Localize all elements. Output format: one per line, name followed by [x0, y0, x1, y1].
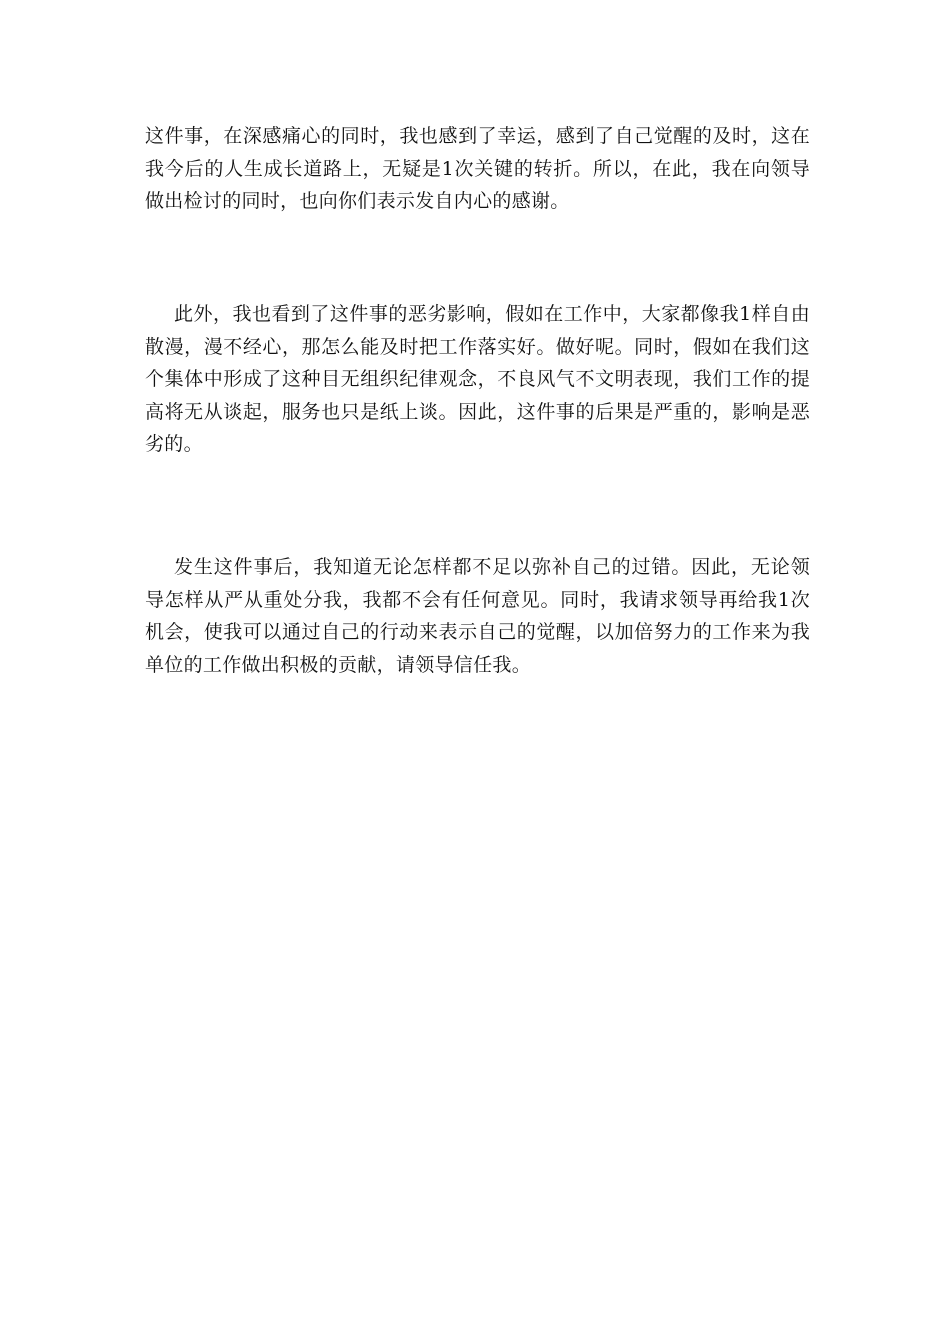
paragraph-2: 此外，我也看到了这件事的恶劣影响，假如在工作中，大家都像我1样自由散漫，漫不经心，那怎么能及时把工作落实好。做好呢。同时，假如在我们这个集体中形成了这种目无组织纪律观念，不良风气不文明表现，我们工作的提高将无从谈起，服务也只是纸上谈。因此，这件事的后果是严重的，影响是恶劣的。: [145, 303, 810, 455]
paragraph-3: 发生这件事后，我知道无论怎样都不足以弥补自己的过错。因此，无论领导怎样从严从重处分我，我都不会有任何意见。同时，我请求领导再给我1次机会，使我可以通过自己的行动来表示自己的觉醒，以加倍努力的工作来为我单位的工作做出积极的贡献，请领导信任我。: [145, 556, 810, 676]
paragraph-1: 这件事，在深感痛心的同时，我也感到了幸运，感到了自己觉醒的及时，这在我今后的人生成长道路上，无疑是1次关键的转折。所以，在此，我在向领导做出检讨的同时，也向你们表示发自内心的感谢。: [145, 125, 810, 212]
